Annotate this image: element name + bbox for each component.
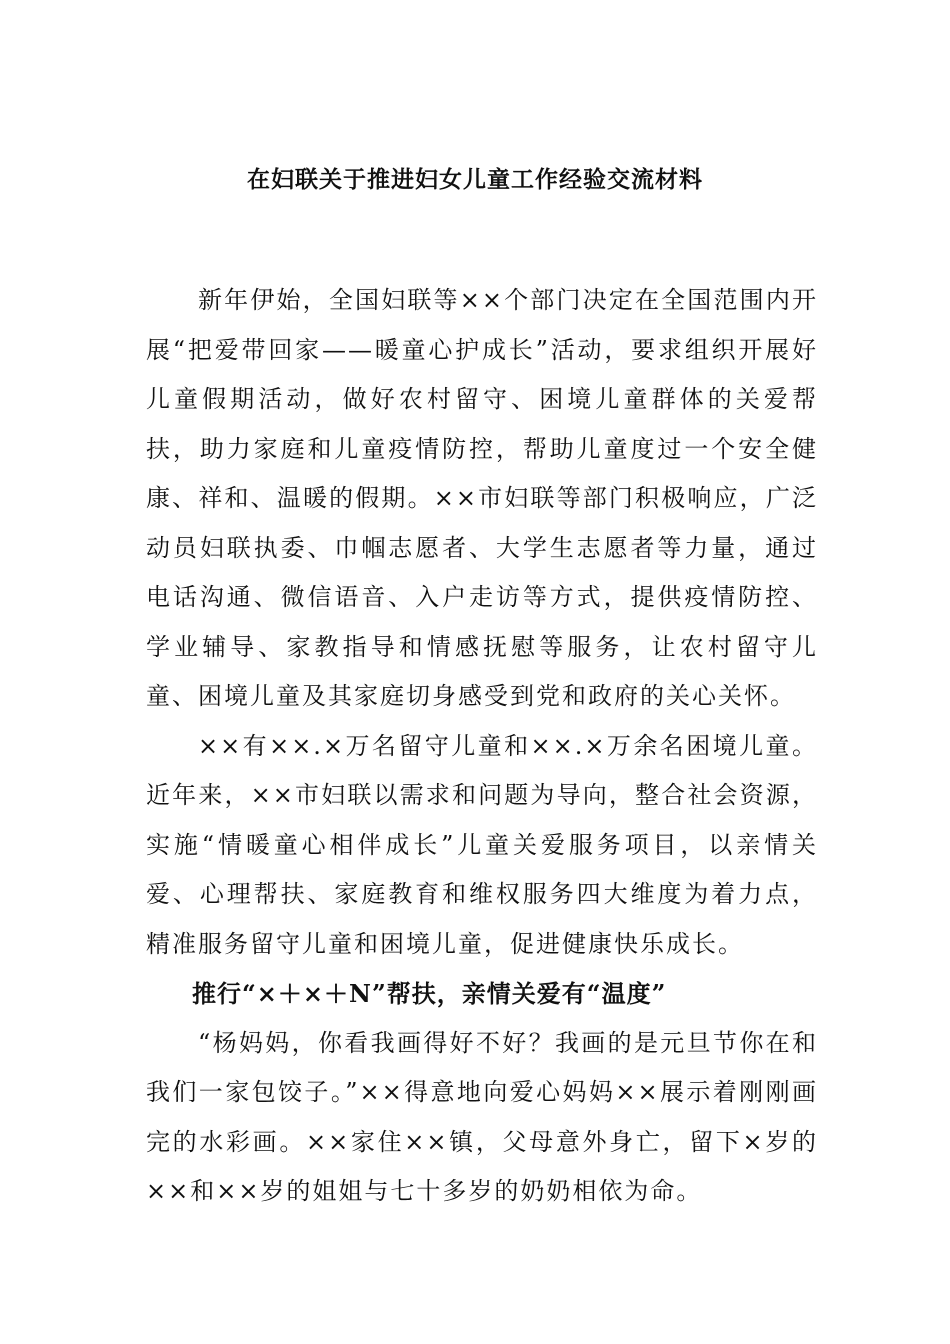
section-heading: 推行“×＋×＋N”帮扶，亲情关爱有“温度” [192, 979, 667, 1008]
document-title: 在妇联关于推进妇女儿童工作经验交流材料 [247, 166, 703, 193]
section-paragraph: “杨妈妈，你看我画得好不好？我画的是元旦节你在和我们一家包饺子。”××得意地向爱心妈妈××展示着刚刚画完的水彩画。××家住××镇，父母意外身亡，留下×岁的××和××岁的姐姐与七十多岁的奶奶相依为命。 [146, 1028, 818, 1205]
document-body [146, 276, 818, 1217]
body-paragraph-2: ××有××.×万名留守儿童和××.×万余名困境儿童。近年来，××市妇联以需求和问题为导向，整合社会资源，实施“情暖童心相伴成长”儿童关爱服务项目，以亲情关爱、心理帮扶、家庭教育和维权服务四大维度为着力点，精准服务留守儿童和困境儿童，促进健康快乐成长。 [146, 731, 818, 958]
body-paragraph-1: 新年伊始，全国妇联等××个部门决定在全国范围内开展“把爱带回家——暖童心护成长”活动，要求组织开展好儿童假期活动，做好农村留守、困境儿童群体的关爱帮扶，助力家庭和儿童疫情防控，帮助儿童度过一个安全健康、祥和、温暖的假期。××市妇联等部门积极响应，广泛动员妇联执委、巾帼志愿者、大学生志愿者等力量，通过电话沟通、微信语音、入户走访等方式，提供疫情防控、学业辅导、家教指导和情感抚慰等服务，让农村留守儿童、困境儿童及其家庭切身感受到党和政府的关心关怀。 [146, 286, 818, 710]
